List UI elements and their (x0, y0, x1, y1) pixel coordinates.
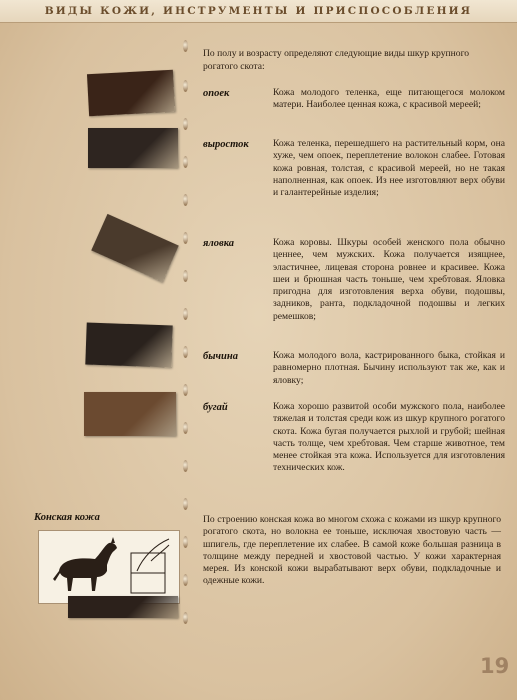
desc-bychina: Кожа молодого вола, кастрированного быка, стойкая и равномерно плотная. Бычину используют так же, как и яловку; (273, 350, 505, 386)
term-vyrostok: выросток (203, 139, 249, 150)
binding-hole (183, 308, 188, 320)
binding-hole (183, 194, 188, 206)
desc-opoek: Кожа молодого теленка, еще питающегося молоком матери. Наиболее ценная кожа, с красивой мереей; (273, 87, 505, 111)
binding-hole (183, 232, 188, 244)
term-bugai: бугай (203, 402, 228, 413)
leather-swatch-opoek (87, 70, 175, 116)
binding-holes (183, 40, 193, 620)
binding-hole (183, 460, 188, 472)
binding-hole (183, 536, 188, 548)
hide-diagram-icon (131, 539, 169, 593)
leather-swatch-yalovka (91, 214, 179, 282)
desc-vyrostok: Кожа теленка, перешедшего на растительный корм, она хуже, чем опоек, переплетение волокон слабее. Готовая кожа ровная, толстая, с красивой мереей, но не такая наполненная, как опоек. Из нее изготовляют верх обуви и галантерейные изделия; (273, 138, 505, 199)
horse-illustration-box (38, 530, 180, 604)
binding-hole (183, 156, 188, 168)
leather-swatch-horse (68, 596, 178, 618)
horse-illustration (39, 531, 179, 603)
horse-leather-title: Конская кожа (34, 512, 100, 523)
binding-hole (183, 574, 188, 586)
leather-swatch-vyrostok (88, 128, 178, 168)
horse-icon (53, 537, 117, 591)
binding-hole (183, 422, 188, 434)
desc-yalovka: Кожа коровы. Шкуры особей женского пола обычно ценнее, чем мужских. Кожа получается изящнее, эластичнее, лицевая сторона ровнее и красивее. Кожа шеи и брюшная часть тоньше, чем хребтовая. Яловка пригодна для изготовления верха обуви, подошвы, задников, ранта, подкладочной подошвы и легких ремешков; (273, 237, 505, 322)
horse-leather-text: По строению конская кожа во многом схожа с кожами из шкур крупного рогатого скота, но волокна ее тоньше, исключая хвостовую часть — шпигель, где переплетение их слабее. В самой коже большая разница в толщине между передней и хвостовой частью. У кожи характерная мерея. Из конской кожи вырабатывают верх обуви, подкладочные и одежные кожи. (203, 514, 501, 587)
leather-swatch-bychina (85, 323, 172, 368)
desc-bugai: Кожа хорошо развитой особи мужского пола, наиболее тяжелая и толстая среди кож из шкур крупного рогатого скота. Кожа бугая получается рыхлой и грубой; шейная часть толще, чем хребтовая. Чем старше животное, тем менее стойкая эта кожа. Используется для изготовления технических кож. (273, 401, 505, 474)
binding-hole (183, 80, 188, 92)
binding-hole (183, 612, 188, 624)
binding-hole (183, 498, 188, 510)
binding-hole (183, 270, 188, 282)
binding-hole (183, 40, 188, 52)
term-yalovka: яловка (203, 238, 235, 249)
term-bychina: бычина (203, 351, 238, 362)
binding-hole (183, 118, 188, 130)
binding-hole (183, 384, 188, 396)
intro-paragraph: По полу и возрасту определяют следующие виды шкур крупного рогатого скота: (203, 48, 470, 72)
page-header (0, 0, 517, 23)
binding-hole (183, 346, 188, 358)
term-opoek: опоек (203, 88, 230, 99)
leather-swatch-bugai (84, 392, 176, 436)
page-number: 19 (480, 654, 510, 678)
chapter-title: ВИДЫ КОЖИ, ИНСТРУМЕНТЫ И ПРИСПОСОБЛЕНИЯ (44, 5, 473, 17)
